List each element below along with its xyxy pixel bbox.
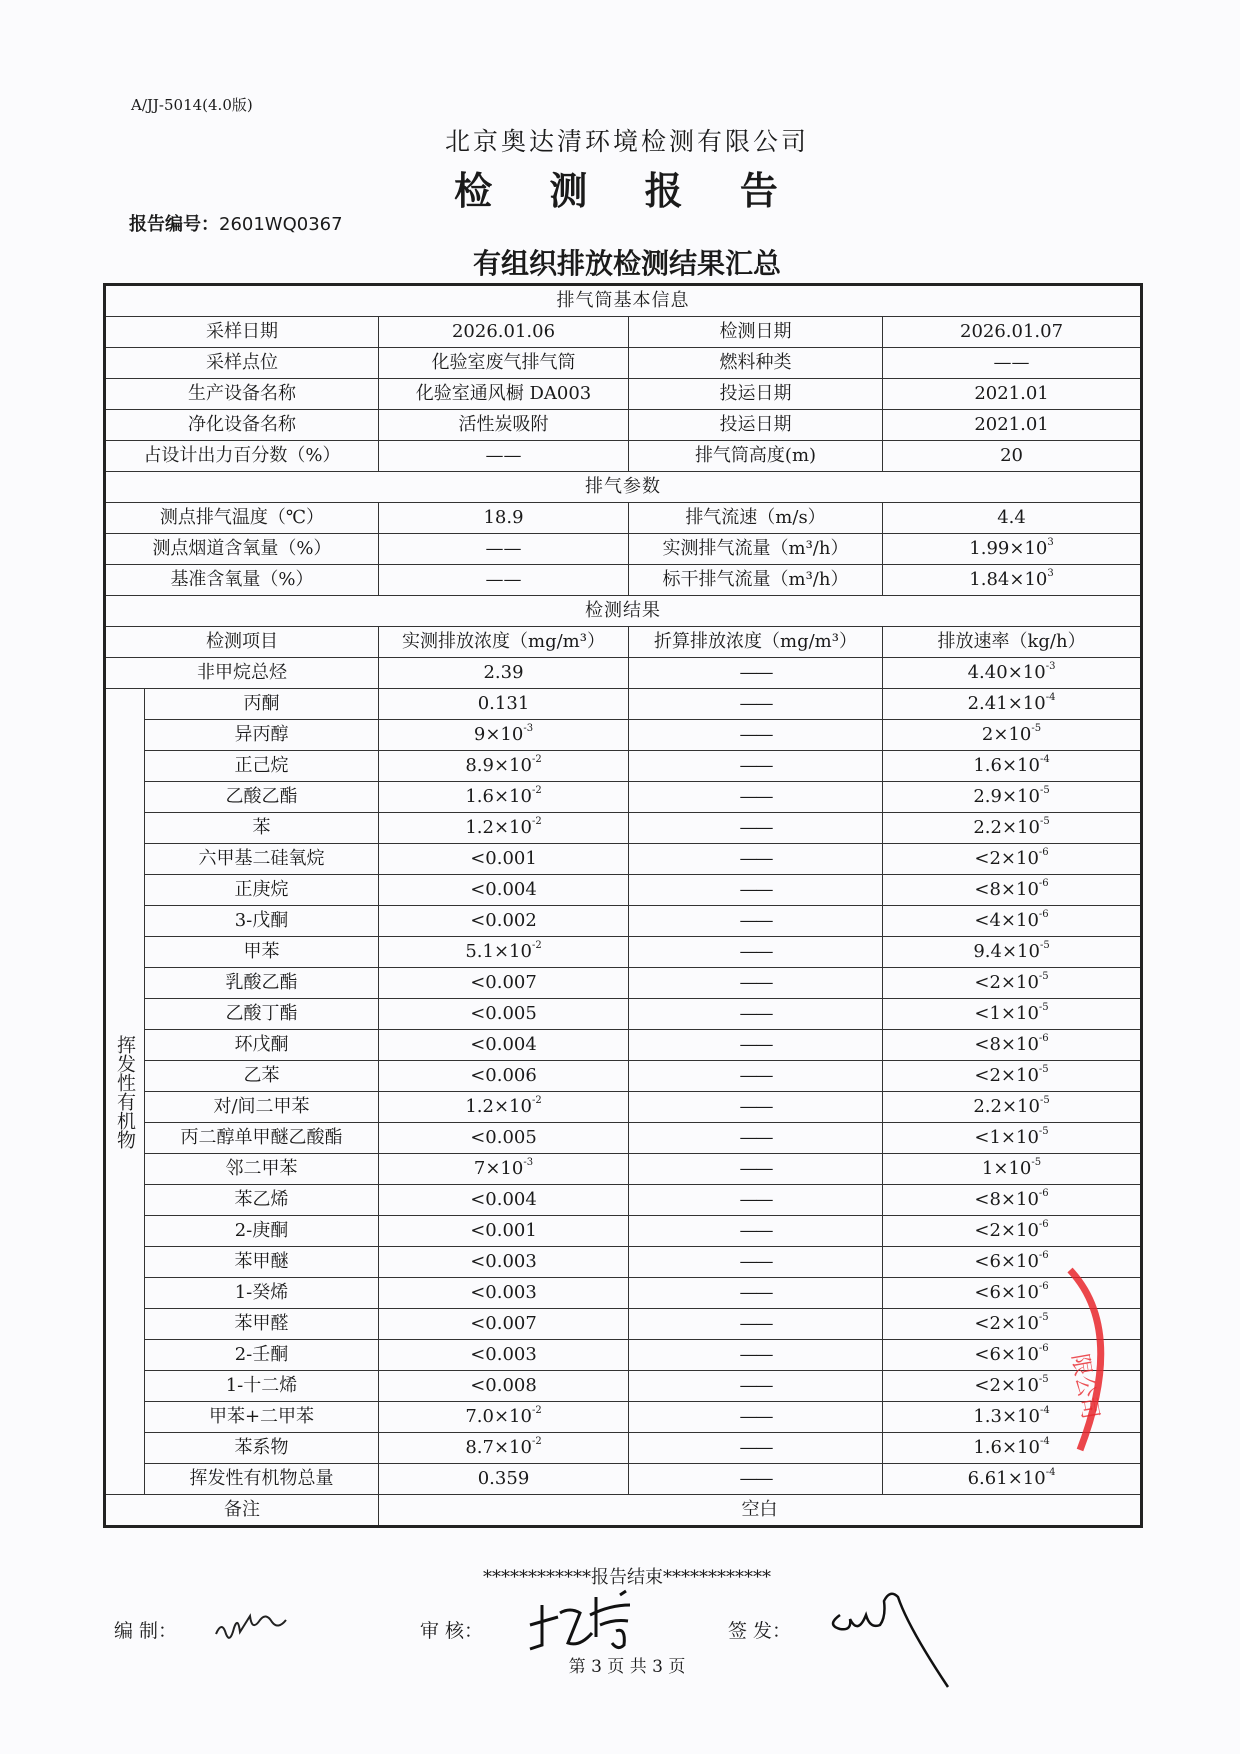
section-heading: 排气筒基本信息 [105,285,1142,317]
table-row [105,1278,1142,1309]
value: 2×10 [981,724,1032,745]
measured-conc [379,937,629,968]
item-name: 丙酮 [145,689,379,720]
section-title: 有组织排放检测结果汇总 [472,247,781,280]
exponent: -3 [1045,661,1056,672]
exponent: -6 [1038,847,1049,858]
item-name: 苯 [145,813,379,844]
converted-conc: —— [629,1464,883,1495]
info-label: 占设计出力百分数（%） [105,441,379,472]
exponent: -5 [1031,723,1042,734]
converted-conc: —— [629,968,883,999]
emission-rate [883,782,1142,813]
value: 1.3×10 [973,1406,1040,1427]
value: <4×10 [974,910,1039,931]
measured-conc [379,1309,629,1340]
measured-conc [379,1185,629,1216]
measured-conc [379,1371,629,1402]
exponent: -4 [1039,754,1050,765]
value: 2.39 [483,662,524,683]
table-row [105,1061,1142,1092]
converted-conc: —— [629,1216,883,1247]
value: 1.6×10 [465,786,532,807]
item-name: 甲苯 [145,937,379,968]
exponent: -6 [1038,1033,1049,1044]
report-end-line: ************报告结束************ [483,1567,771,1588]
emission-rate [883,720,1142,751]
measured-conc [379,1030,629,1061]
table-row [105,968,1142,999]
exponent: -6 [1038,1219,1049,1230]
table-row [105,844,1142,875]
value: <2×10 [974,1375,1039,1396]
value: <8×10 [974,1034,1039,1055]
exponent: -2 [531,1405,542,1416]
measured-conc [379,1340,629,1371]
info-label: 生产设备名称 [105,379,379,410]
table-row [105,689,1142,720]
param-label: 基准含氧量（%） [105,565,379,596]
table-row [105,1123,1142,1154]
exponent: -5 [1038,971,1049,982]
converted-conc: —— [629,1030,883,1061]
item-name: 正己烷 [145,751,379,782]
value: 2.2×10 [973,817,1040,838]
emission-rate [883,999,1142,1030]
table-row [105,751,1142,782]
exponent: -6 [1038,1250,1049,1261]
value: 1×10 [981,1158,1032,1179]
item-name: 2-壬酮 [145,1340,379,1371]
issued-by-label: 签 发： [728,1620,792,1642]
converted-conc: —— [629,1340,883,1371]
item-name: 苯乙烯 [145,1185,379,1216]
exponent: -6 [1038,1343,1049,1354]
measured-conc [379,1092,629,1123]
param-label: 测点烟道含氧量（%） [105,534,379,565]
param-label: 测点排气温度（℃） [105,503,379,534]
value: <8×10 [974,879,1039,900]
value: <2×10 [974,1220,1039,1241]
table-row [105,1433,1142,1464]
exponent: -5 [1039,816,1050,827]
value: 1.84×10 [969,569,1048,590]
exhaust-row [105,534,1142,565]
exponent: -5 [1038,1374,1049,1385]
converted-conc: —— [629,1371,883,1402]
table-row [105,1030,1142,1061]
emission-rate [883,658,1142,689]
value: <0.002 [470,910,537,931]
param-value [883,534,1142,565]
item-name: 苯甲醚 [145,1247,379,1278]
value: <1×10 [974,1003,1039,1024]
table-row [105,1340,1142,1371]
exponent: -4 [1039,1436,1050,1447]
info-value: —— [379,441,629,472]
report-number-label: 报告编号： [129,214,219,235]
value: <0.004 [470,1034,537,1055]
item-name: 苯甲醛 [145,1309,379,1340]
table-row [105,1092,1142,1123]
info-label: 检测日期 [629,317,883,348]
converted-conc: —— [629,1123,883,1154]
company-name: 北京奥达清环境检测有限公司 [444,127,809,156]
exponent: -5 [1031,1157,1042,1168]
info-label: 净化设备名称 [105,410,379,441]
info-label: 投运日期 [629,379,883,410]
issuer-signature [820,1585,970,1695]
measured-conc [379,813,629,844]
exponent: -5 [1039,940,1050,951]
info-value: 化验室废气排气筒 [379,348,629,379]
measured-conc [379,720,629,751]
column-header-row [105,627,1142,658]
table-row [105,875,1142,906]
document-title: 检 测 报 告 [454,169,800,213]
emission-rate [883,844,1142,875]
converted-conc: —— [629,937,883,968]
emission-rate [883,1464,1142,1495]
value: 1.2×10 [465,817,532,838]
info-row [105,348,1142,379]
item-name: 乳酸乙酯 [145,968,379,999]
item-name: 六甲基二硅氧烷 [145,844,379,875]
value: 0.359 [477,1468,530,1489]
param-value [883,565,1142,596]
info-value: 化验室通风橱 DA003 [379,379,629,410]
item-name: 对/间二甲苯 [145,1092,379,1123]
exponent: -5 [1038,1064,1049,1075]
value: <0.001 [470,1220,537,1241]
emission-rate [883,689,1142,720]
measured-conc [379,1216,629,1247]
exponent: -5 [1038,1126,1049,1137]
emission-rate [883,1185,1142,1216]
item-name: 1-癸烯 [145,1278,379,1309]
measured-conc [379,1402,629,1433]
exponent: -6 [1038,1281,1049,1292]
value: <6×10 [974,1344,1039,1365]
exponent: -2 [531,785,542,796]
item-name: 甲苯+二甲苯 [145,1402,379,1433]
item-name: 乙苯 [145,1061,379,1092]
exponent: -6 [1038,909,1049,920]
remark-value: 空白 [379,1495,1142,1527]
value: <2×10 [974,972,1039,993]
value: <0.003 [470,1282,537,1303]
section-row [105,472,1142,503]
exhaust-row [105,503,1142,534]
item-name: 乙酸丁酯 [145,999,379,1030]
converted-conc: —— [629,1154,883,1185]
section-heading: 排气参数 [105,472,1142,503]
converted-conc: —— [629,720,883,751]
table-row [105,999,1142,1030]
info-row [105,379,1142,410]
value: <0.006 [470,1065,537,1086]
table-row [105,906,1142,937]
exponent: -5 [1039,785,1050,796]
table-row [105,1247,1142,1278]
exponent: -2 [531,754,542,765]
exponent: 3 [1047,537,1054,548]
info-row [105,441,1142,472]
measured-conc [379,1247,629,1278]
info-label: 采样日期 [105,317,379,348]
emission-rate [883,1216,1142,1247]
info-value: 2021.01 [883,379,1142,410]
exponent: -4 [1045,692,1056,703]
info-label: 排气筒高度(m) [629,441,883,472]
measured-conc [379,689,629,720]
exponent: -2 [531,816,542,827]
form-code: A/JJ-5014(4.0版) [131,96,253,114]
section-heading: 检测结果 [105,596,1142,627]
param-label: 实测排气流量（m³/h） [629,534,883,565]
value: <0.003 [470,1344,537,1365]
emission-rate [883,906,1142,937]
info-value: 20 [883,441,1142,472]
table-row [105,1402,1142,1433]
exponent: -4 [1045,1467,1056,1478]
measured-conc [379,658,629,689]
measured-conc [379,906,629,937]
report-number [129,210,343,236]
item-name: 3-戊酮 [145,906,379,937]
measured-conc [379,1123,629,1154]
item-name: 苯系物 [145,1433,379,1464]
measured-conc [379,844,629,875]
measured-conc [379,968,629,999]
table-row [105,937,1142,968]
item-name: 正庚烷 [145,875,379,906]
table-row [105,1216,1142,1247]
exponent: -2 [531,1436,542,1447]
value: 8.9×10 [465,755,532,776]
value: <0.007 [470,972,537,993]
converted-conc: —— [629,1185,883,1216]
page-number: 第 3 页 共 3 页 [568,1657,686,1677]
emission-rate [883,1123,1142,1154]
value: 7×10 [473,1158,524,1179]
info-row [105,410,1142,441]
value: <6×10 [974,1282,1039,1303]
value: <0.005 [470,1003,537,1024]
item-name: 乙酸乙酯 [145,782,379,813]
section-row [105,596,1142,627]
info-label: 采样点位 [105,348,379,379]
converted-conc: —— [629,1247,883,1278]
exponent: -6 [1038,1188,1049,1199]
emission-rate [883,1030,1142,1061]
value: 5.1×10 [465,941,532,962]
voc-group-label: 挥发性有机物 [105,689,145,1495]
emission-rate [883,937,1142,968]
value: <0.003 [470,1251,537,1272]
converted-conc: —— [629,689,883,720]
table-row [105,658,1142,689]
item-name: 异丙醇 [145,720,379,751]
info-value: 活性炭吸附 [379,410,629,441]
emission-rate [883,751,1142,782]
converted-conc: —— [629,999,883,1030]
info-value: —— [883,348,1142,379]
value: <2×10 [974,848,1039,869]
company-seal [1050,1260,1130,1460]
value: 1.6×10 [973,1437,1040,1458]
column-header: 检测项目 [105,627,379,658]
measured-conc [379,1061,629,1092]
value: <6×10 [974,1251,1039,1272]
item-name: 1-十二烯 [145,1371,379,1402]
info-value: 2021.01 [883,410,1142,441]
measured-conc [379,782,629,813]
converted-conc: —— [629,813,883,844]
converted-conc: —— [629,875,883,906]
value: 2.41×10 [967,693,1046,714]
emission-rate [883,968,1142,999]
value: 7.0×10 [465,1406,532,1427]
converted-conc: —— [629,1278,883,1309]
exponent: -5 [1038,1312,1049,1323]
exponent: -3 [523,1157,534,1168]
value: <2×10 [974,1065,1039,1086]
value: <0.008 [470,1375,537,1396]
converted-conc: —— [629,1402,883,1433]
item-name: 环戊酮 [145,1030,379,1061]
exhaust-row [105,565,1142,596]
item-name: 挥发性有机物总量 [145,1464,379,1495]
remark-row [105,1495,1142,1527]
compiler-signature [212,1610,292,1650]
column-header: 排放速率（kg/h） [883,627,1142,658]
info-value: 2026.01.07 [883,317,1142,348]
report-number-value: 2601WQ0367 [219,214,343,235]
converted-conc: —— [629,782,883,813]
emission-rate [883,1154,1142,1185]
item-name: 非甲烷总烃 [105,658,379,689]
converted-conc: —— [629,1309,883,1340]
table-row [105,1154,1142,1185]
value: <0.001 [470,848,537,869]
value: 1.99×10 [969,538,1048,559]
table-row [105,1464,1142,1495]
value: 2.2×10 [973,1096,1040,1117]
measured-conc [379,875,629,906]
param-label: 排气流速（m/s） [629,503,883,534]
reviewed-by-label: 审 核： [420,1620,484,1642]
emission-rate [883,1092,1142,1123]
svg-text:限公司: 限公司 [1066,1351,1103,1422]
converted-conc: —— [629,751,883,782]
measured-conc [379,1464,629,1495]
compiled-by-label: 编 制： [114,1620,178,1642]
param-label: 标干排气流量（m³/h） [629,565,883,596]
table-row [105,720,1142,751]
value: 9.4×10 [973,941,1040,962]
converted-conc: —— [629,1433,883,1464]
converted-conc: —— [629,658,883,689]
value: 2.9×10 [973,786,1040,807]
exponent: -5 [1039,1095,1050,1106]
measured-conc [379,1433,629,1464]
converted-conc: —— [629,844,883,875]
value: <0.004 [470,879,537,900]
value: <0.007 [470,1313,537,1334]
column-header: 实测排放浓度（mg/m³） [379,627,629,658]
table-row [105,1185,1142,1216]
emission-rate [883,875,1142,906]
remark-label: 备注 [105,1495,379,1527]
value: 1.6×10 [973,755,1040,776]
item-name: 丙二醇单甲醚乙酸酯 [145,1123,379,1154]
column-header: 折算排放浓度（mg/m³） [629,627,883,658]
info-label: 投运日期 [629,410,883,441]
measured-conc [379,999,629,1030]
exponent: 3 [1047,568,1054,579]
value: 4.40×10 [967,662,1046,683]
reviewer-signature [520,1585,670,1655]
converted-conc: —— [629,1061,883,1092]
emission-rate [883,1061,1142,1092]
info-label: 燃料种类 [629,348,883,379]
measured-conc [379,1154,629,1185]
table-row [105,1371,1142,1402]
info-value: 2026.01.06 [379,317,629,348]
value: 9×10 [473,724,524,745]
value: <0.004 [470,1189,537,1210]
emission-rate [883,813,1142,844]
value: 0.131 [477,693,530,714]
measured-conc [379,751,629,782]
param-value: 18.9 [379,503,629,534]
exponent: -4 [1039,1405,1050,1416]
exponent: -2 [531,1095,542,1106]
param-value [883,503,1142,534]
param-value: —— [379,565,629,596]
value: 8.7×10 [465,1437,532,1458]
measured-conc [379,1278,629,1309]
item-name: 邻二甲苯 [145,1154,379,1185]
item-name: 2-庚酮 [145,1216,379,1247]
value: 4.4 [997,507,1026,528]
converted-conc: —— [629,1092,883,1123]
table-row [105,1309,1142,1340]
table-row [105,782,1142,813]
table-row [105,813,1142,844]
value: <8×10 [974,1189,1039,1210]
exponent: -5 [1038,1002,1049,1013]
info-row [105,317,1142,348]
value: <2×10 [974,1313,1039,1334]
value: <0.005 [470,1127,537,1148]
exponent: -3 [523,723,534,734]
value: 6.61×10 [967,1468,1046,1489]
value: 1.2×10 [465,1096,532,1117]
value: <1×10 [974,1127,1039,1148]
exponent: -6 [1038,878,1049,889]
results-table [103,283,1143,1528]
param-value: —— [379,534,629,565]
converted-conc: —— [629,906,883,937]
section-row [105,285,1142,317]
exponent: -2 [531,940,542,951]
